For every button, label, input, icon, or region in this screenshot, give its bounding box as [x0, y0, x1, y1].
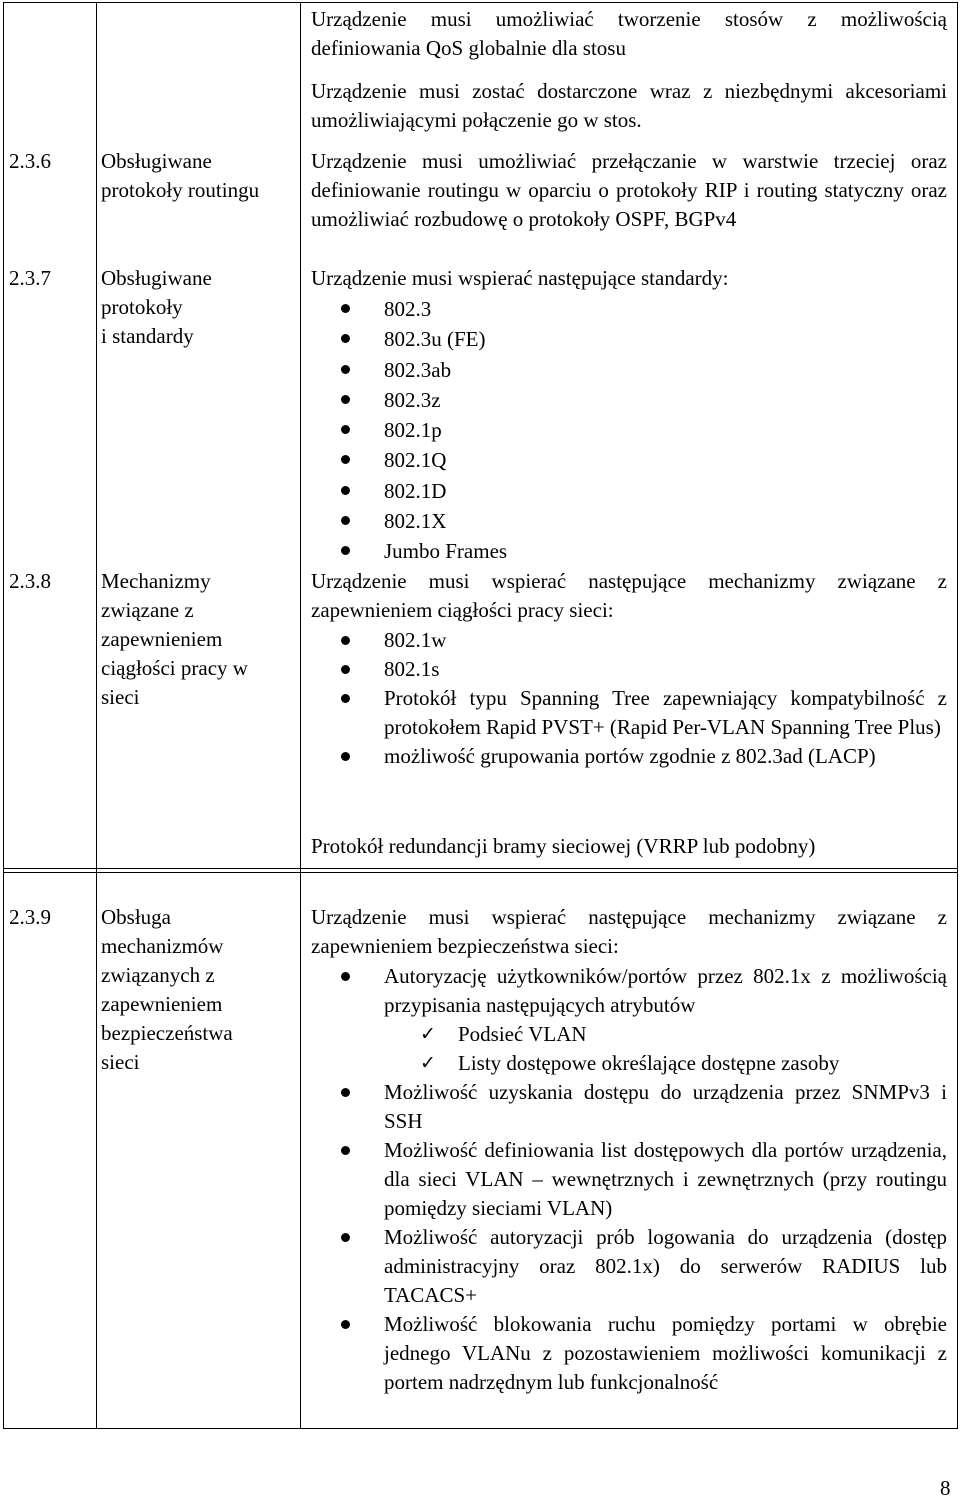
- table-left-border: [3, 2, 4, 1429]
- list-item: [311, 476, 947, 506]
- section-name-security-mechanisms: Obsługa mechanizmów związanych z zapewnieniem bezpieczeństwa sieci: [101, 905, 233, 1074]
- section-name-continuity-mechanisms: Mechanizmy związane z zapewnieniem ciągłości pracy w sieci: [101, 569, 248, 709]
- page-number: 8: [940, 1476, 951, 1500]
- list-item-label: 802.1w: [384, 628, 447, 652]
- bullet-icon: [341, 1146, 350, 1155]
- sub-list-item: [420, 1049, 950, 1078]
- sub-list-item: [420, 1020, 950, 1049]
- bullet-icon: [341, 1088, 350, 1097]
- bullet-icon: [341, 425, 350, 434]
- table-right-border: [957, 2, 958, 1429]
- table-bottom-border: [3, 1428, 958, 1429]
- bullet-icon: [341, 486, 350, 495]
- section-number-2-3-9: 2.3.9: [9, 905, 51, 929]
- bullet-icon: [341, 636, 350, 645]
- list-item: [311, 355, 947, 385]
- table-col-divider-1: [96, 2, 97, 1429]
- list-item-label: 802.3: [384, 297, 432, 321]
- security-intro: Urządzenie musi wspierać następujące mechanizmy związane z zapewnieniem bezpieczeństwa sieci:: [311, 905, 947, 958]
- list-item: [311, 415, 947, 445]
- list-item-label: 802.3z: [384, 387, 441, 412]
- standards-list: [311, 294, 947, 567]
- list-item-label: Możliwość definiowania list dostępowych dla portów urządzenia, dla sieci VLAN – wewnętrznych i zewnętrznych (przy routingu pomiędzy sieciami VLAN): [384, 1138, 947, 1220]
- list-item: [311, 655, 947, 684]
- bullet-icon: [341, 665, 350, 674]
- bullet-icon: [341, 694, 350, 703]
- checkmark-icon: ✓: [420, 1052, 436, 1074]
- list-item: [311, 684, 947, 742]
- section-name-protocols-standards: [101, 264, 291, 351]
- list-item: [311, 1136, 947, 1223]
- list-item: [311, 626, 947, 655]
- checkmark-icon: ✓: [420, 1023, 436, 1045]
- list-item-label: 802.1Q: [384, 448, 447, 473]
- table-col-divider-2: [300, 2, 301, 1429]
- section-name-line: Obsługiwane: [101, 266, 212, 290]
- list-item-label: 802.1p: [384, 418, 442, 443]
- sub-list-item-label: Podsieć VLAN: [458, 1022, 587, 1046]
- list-item-label: Autoryzację użytkowników/portów przez 802.1x z możliwością przypisania następujących atrybutów: [384, 964, 947, 1017]
- bullet-icon: [341, 1233, 350, 1242]
- section-number-2-3-7: 2.3.7: [9, 266, 51, 290]
- bullet-icon: [341, 1320, 350, 1329]
- list-item-label: 802.3u (FE): [384, 327, 486, 352]
- continuity-intro: Urządzenie musi wspierać następujące mechanizmy związane z zapewnieniem ciągłości pracy sieci:: [311, 569, 947, 622]
- bullet-icon: [341, 304, 350, 313]
- bullet-icon: [341, 516, 350, 525]
- section-number-2-3-8: 2.3.8: [9, 569, 51, 593]
- list-item-label: 802.1D: [384, 478, 447, 503]
- table-top-border: [3, 2, 958, 3]
- stack-qos-requirement: Urządzenie musi umożliwiać tworzenie stosów z możliwością definiowania QoS globalnie dla stosu: [311, 7, 947, 60]
- list-item: [311, 294, 947, 324]
- list-item-label: możliwość grupowania portów zgodnie z 802.3ad (LACP): [384, 744, 876, 768]
- bullet-icon: [341, 972, 350, 981]
- list-item-label: Możliwość blokowania ruchu pomiędzy portami w obrębie jednego VLANu z pozostawieniem możliwości komunikacji z portem nadrzędnym lub funkcjonalność: [384, 1312, 947, 1394]
- stack-accessories-requirement: Urządzenie musi zostać dostarczone wraz z niezbędnymi akcesoriami umożliwiającymi połączenie go w stos.: [311, 79, 947, 132]
- table-section-border-bottom: [3, 872, 958, 873]
- bullet-icon: [341, 334, 350, 343]
- list-item: [311, 324, 947, 354]
- bullet-icon: [341, 455, 350, 464]
- list-item: [311, 445, 947, 475]
- section-number-2-3-6: 2.3.6: [9, 149, 51, 173]
- section-name-line: i standardy: [101, 324, 194, 348]
- routing-requirement: Urządzenie musi umożliwiać przełączanie w warstwie trzeciej oraz definiowanie routingu w oparciu o protokoły RIP i routing statyczny oraz umożliwiać rozbudowę o protokoły OSPF, BGPv4: [311, 149, 947, 231]
- list-item-label: Możliwość autoryzacji prób logowania do urządzenia (dostęp administracyjny oraz 802.1x) do serwerów RADIUS lub TACACS+: [384, 1225, 947, 1307]
- list-item-label: Jumbo Frames: [384, 539, 508, 564]
- sub-list-item-label: Listy dostępowe określające dostępne zasoby: [458, 1051, 840, 1075]
- continuity-list: [311, 626, 947, 771]
- list-item: [311, 1310, 947, 1397]
- security-list-rest: [311, 1078, 947, 1397]
- list-item-label: 802.1X: [384, 509, 447, 534]
- list-item: [311, 742, 947, 771]
- attribute-sublist: [420, 1020, 950, 1078]
- table-section-border-top: [3, 868, 958, 869]
- standards-intro: Urządzenie musi wspierać następujące standardy:: [311, 266, 729, 290]
- list-item-label: 802.3ab: [384, 357, 452, 382]
- section-name-line: protokoły: [101, 295, 183, 319]
- bullet-icon: [341, 546, 350, 555]
- list-item: [311, 1223, 947, 1310]
- redundancy-requirement: Protokół redundancji bramy sieciowej (VRRP lub podobny): [311, 834, 816, 858]
- bullet-icon: [341, 395, 350, 404]
- security-list-first: [311, 962, 947, 1020]
- bullet-icon: [341, 752, 350, 761]
- list-item: [311, 1078, 947, 1136]
- list-item: [311, 385, 947, 415]
- list-item-label: Protokół typu Spanning Tree zapewniający kompatybilność z protokołem Rapid PVST+ (Rapid Per-VLAN Spanning Tree Plus): [384, 686, 947, 739]
- list-item: [311, 506, 947, 536]
- list-item: [311, 962, 947, 1020]
- list-item-label: Możliwość uzyskania dostępu do urządzenia przez SNMPv3 i SSH: [384, 1080, 947, 1133]
- list-item: [311, 536, 947, 566]
- section-name-routing-protocols: Obsługiwane protokoły routingu: [101, 149, 260, 202]
- bullet-icon: [341, 365, 350, 374]
- list-item-label: 802.1s: [384, 657, 440, 681]
